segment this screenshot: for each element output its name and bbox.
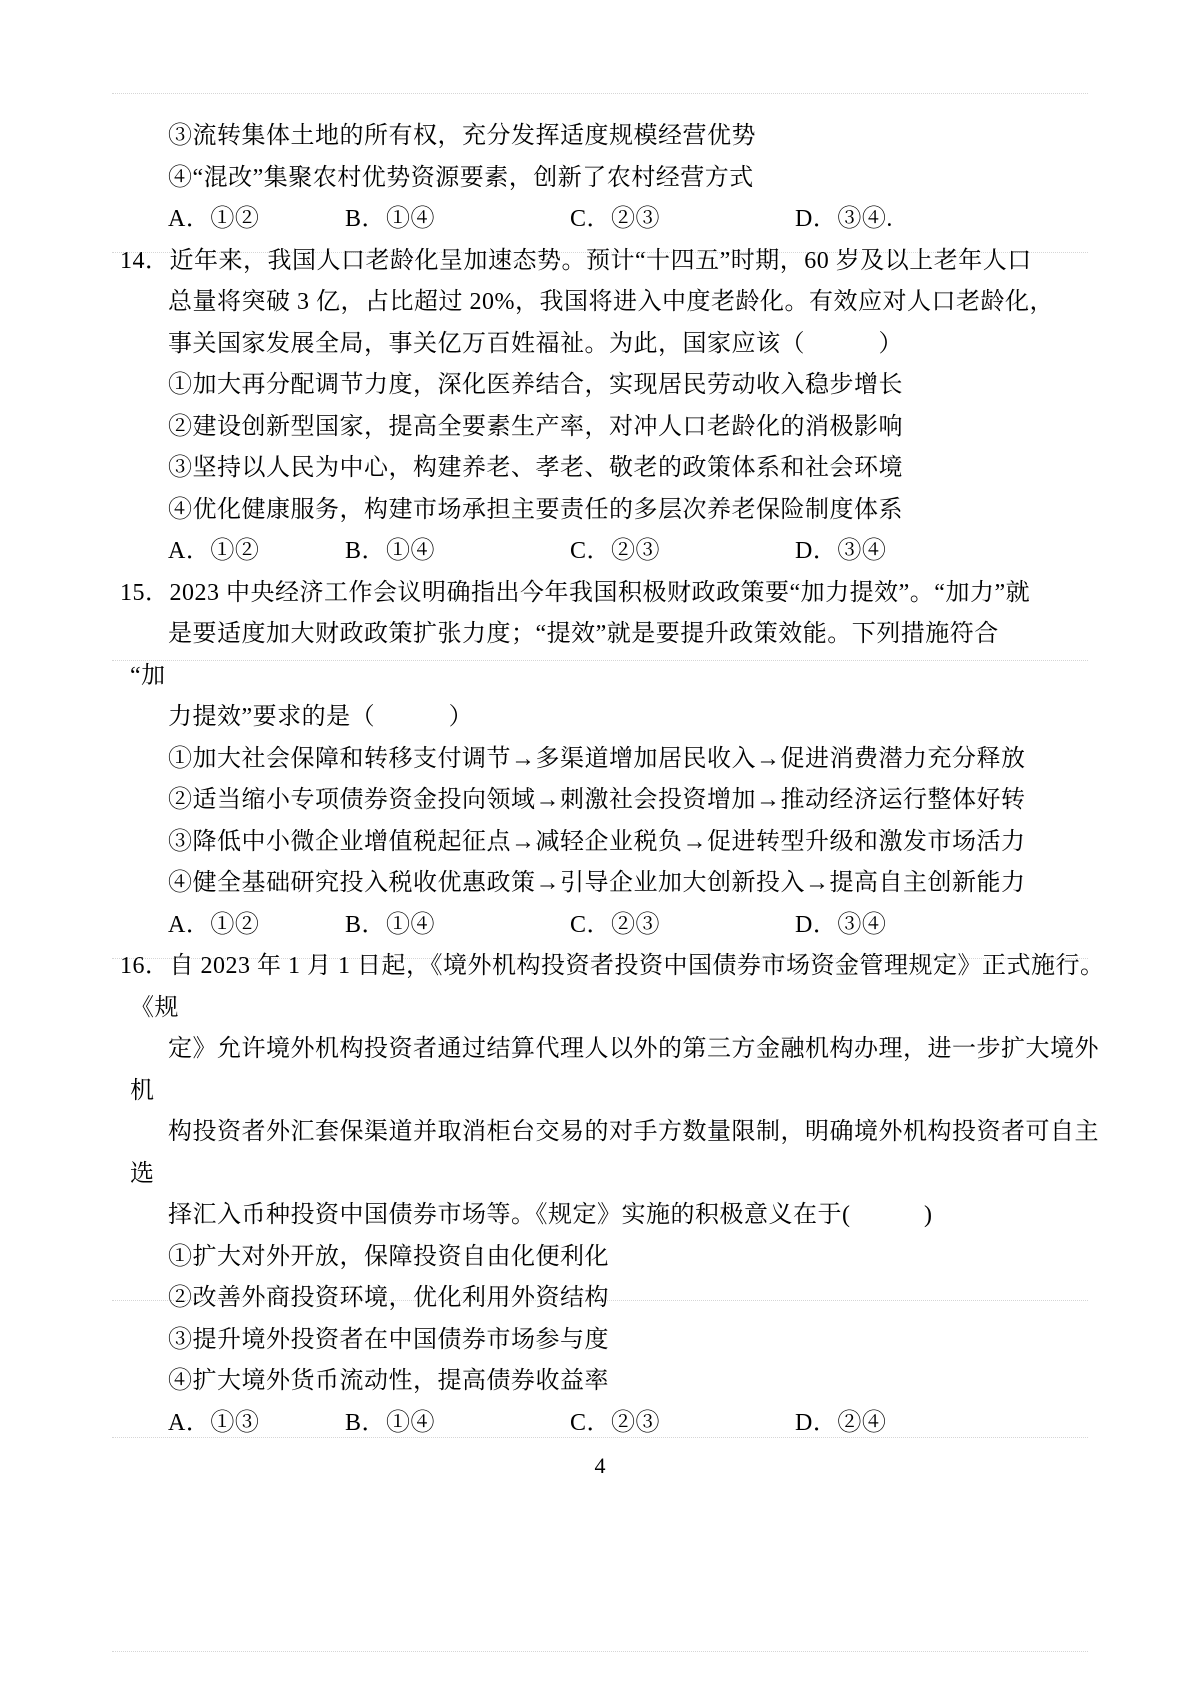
text-line: ④“混改”集聚农村优势资源要素，创新了农村经营方式	[168, 164, 754, 191]
text-line: ③提升境外投资者在中国债券市场参与度	[168, 1326, 609, 1353]
answer-options-row	[168, 531, 1110, 573]
text-line: ④健全基础研究投入税收优惠政策→引导企业加大创新投入→提高自主创新能力	[168, 870, 1026, 896]
answer-choice-a: A．①③	[168, 1409, 260, 1436]
answer-choice-b: B．①④	[345, 1409, 436, 1436]
answer-choice-c: C．②③	[570, 911, 661, 938]
text-line: ①加大社会保障和转移支付调节→多渠道增加居民收入→促进消费潜力充分释放	[168, 745, 1026, 772]
answer-options-row	[168, 1403, 1110, 1445]
text-line: ②适当缩小专项债券资金投向领域→刺激社会投资增加→推动经济运行整体好转	[168, 787, 1026, 813]
dotted-rule	[112, 1651, 1088, 1652]
answer-choice-d: D．③④	[795, 911, 887, 938]
answer-options-row	[168, 199, 1110, 241]
text-line: 择汇入币种投资中国债券市场等。《规定》实施的积极意义在于( )	[168, 1202, 933, 1228]
answer-choice-a: A．①②	[168, 911, 260, 938]
page-number: 4	[594, 1453, 606, 1478]
exam-content	[120, 116, 1110, 1444]
text-line: 力提效”要求的是（ ）	[168, 704, 474, 730]
answer-choice-a: A．①②	[168, 538, 260, 564]
wrap-char-line: 机	[130, 1077, 155, 1104]
question-line: 14．近年来，我国人口老龄化呈加速态势。预计“十四五”时期，60 岁及以上老年人口	[120, 247, 1032, 274]
answer-choice-d: D．②④	[795, 1409, 887, 1436]
wrap-char-line: 选	[130, 1160, 155, 1187]
answer-choice-d: D．③④.	[795, 206, 893, 232]
text-line: ④扩大境外货币流动性，提高债券收益率	[168, 1368, 609, 1394]
text-line: ②改善外商投资环境，优化利用外资结构	[168, 1285, 609, 1311]
answer-choice-a: A．①②	[168, 206, 260, 232]
text-line: ③流转集体土地的所有权，充分发挥适度规模经营优势	[168, 123, 756, 149]
text-line: 定》允许境外机构投资者通过结算代理人以外的第三方金融机构办理，进一步扩大境外	[168, 1036, 1099, 1062]
text-line: 构投资者外汇套保渠道并取消柜台交易的对手方数量限制，明确境外机构投资者可自主	[168, 1119, 1099, 1145]
text-line: ②建设创新型国家，提高全要素生产率，对冲人口老龄化的消极影响	[168, 413, 903, 440]
answer-choice-b: B．①④	[345, 911, 436, 938]
text-line: 总量将突破 3 亿，占比超过 20%，我国将进入中度老龄化。有效应对人口老龄化，	[168, 289, 1054, 315]
question-line: 15．2023 中央经济工作会议明确指出今年我国积极财政政策要“加力提效”。“加力”就	[120, 579, 1031, 606]
answer-choice-d: D．③④	[795, 538, 887, 564]
answer-choice-c: C．②③	[570, 206, 661, 232]
text-line: ③降低中小微企业增值税起征点→减轻企业税负→促进转型升级和激发市场活力	[168, 828, 1026, 855]
question-line: 16．自 2023 年 1 月 1 日起，《境外机构投资者投资中国债券市场资金管理规定》正式施行。	[120, 953, 1105, 979]
answer-choice-c: C．②③	[570, 1409, 661, 1436]
text-line: ④优化健康服务，构建市场承担主要责任的多层次养老保险制度体系	[168, 496, 903, 523]
answer-choice-c: C．②③	[570, 538, 661, 564]
text-line: 事关国家发展全局，事关亿万百姓福祉。为此，国家应该（ ）	[168, 330, 903, 357]
answer-options-row	[168, 905, 1110, 947]
text-line: ①扩大对外开放，保障投资自由化便利化	[168, 1243, 609, 1270]
answer-choice-b: B．①④	[345, 206, 436, 232]
text-line: ①加大再分配调节力度，深化医养结合，实现居民劳动收入稳步增长	[168, 372, 903, 398]
wrap-char-line: “加	[130, 662, 166, 689]
answer-choice-b: B．①④	[345, 538, 436, 564]
dotted-rule	[112, 93, 1088, 94]
text-line: ③坚持以人民为中心，构建养老、孝老、敬老的政策体系和社会环境	[168, 455, 903, 481]
text-line: 是要适度加大财政政策扩张力度；“提效”就是要提升政策效能。下列措施符合	[168, 621, 999, 647]
wrap-char-line: 《规	[130, 994, 179, 1021]
